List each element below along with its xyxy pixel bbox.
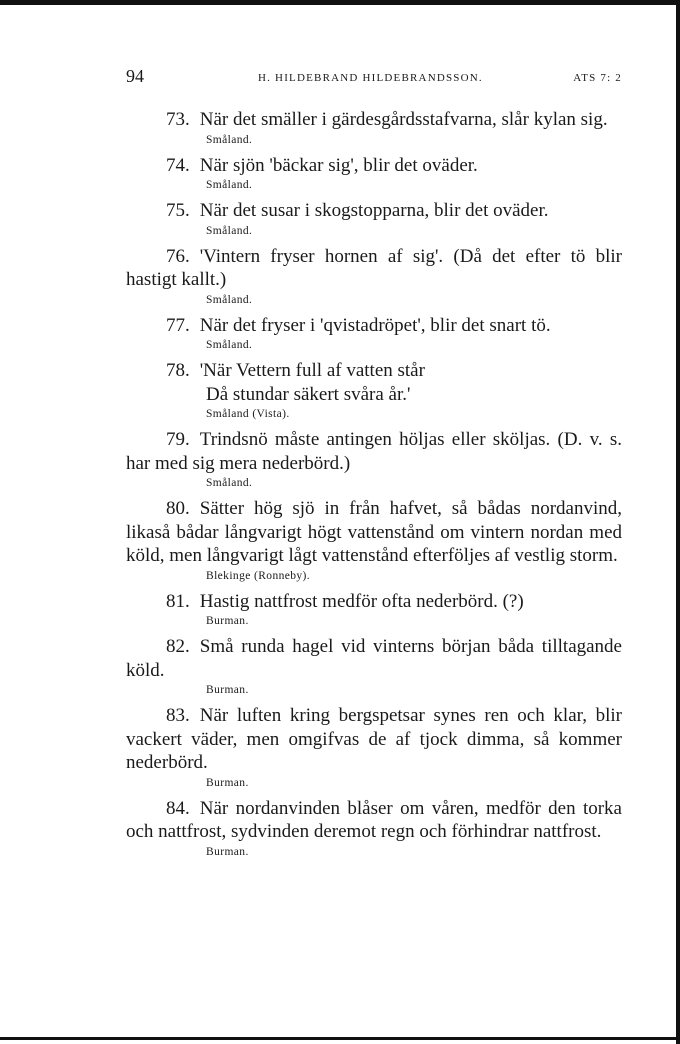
proverb-entry xyxy=(126,797,622,860)
proverb-text xyxy=(126,245,622,292)
entry-number: 75. xyxy=(166,200,190,221)
proverb-text xyxy=(126,154,622,178)
entry-number: 74. xyxy=(166,154,190,176)
proverb-entry xyxy=(126,428,622,491)
page-number: 94 xyxy=(126,66,144,86)
entry-number: 79. xyxy=(166,429,190,450)
entry-body: Hastig nattfrost medför ofta nederbörd. (?) xyxy=(199,590,524,612)
entry-number: 84. xyxy=(166,797,190,819)
entry-source: Burman. xyxy=(206,845,249,858)
proverb-verse xyxy=(126,359,622,406)
entry-body: När nordanvinden blåser om våren, medför den torka och nattfrost, sydvinden deremot regn och förhindrar nattfrost. xyxy=(126,797,622,842)
proverb-text xyxy=(126,314,622,338)
verse-text-1: 'När Vettern full af vatten står xyxy=(199,360,425,381)
verse-line-1 xyxy=(166,359,622,383)
entry-number: 76. xyxy=(166,245,190,267)
proverb-text xyxy=(126,635,622,682)
proverb-entry xyxy=(126,199,622,239)
proverb-entry xyxy=(126,497,622,584)
verse-line-2: Då stundar säkert svåra år.' xyxy=(206,383,411,405)
proverb-text xyxy=(126,590,622,614)
book-page xyxy=(126,66,622,866)
proverb-text xyxy=(126,797,622,844)
entry-body: När det fryser i 'qvistadröpet', blir det snart tö. xyxy=(199,314,551,336)
proverb-entry xyxy=(126,704,622,791)
entry-body: Trindsnö måste antingen höljas eller sköljas. (D. v. s. har med sig mera nederbörd.) xyxy=(126,429,622,474)
scan-edge-bottom xyxy=(0,1037,680,1040)
entry-body: När det susar i skogstopparna, blir det oväder. xyxy=(199,200,549,221)
running-author: H. HILDEBRAND HILDEBRANDSSON. xyxy=(258,72,483,84)
entry-body: Sätter hög sjö in från hafvet, så bådas nordanvind, likaså bådar långvarigt högt vattenstånd om vintern nordan med köld, men långvarigt lågt vattenstånd efterföljes af vestlig storm. xyxy=(126,498,622,566)
series-number: ATS 7: 2 xyxy=(573,72,622,84)
proverb-entry xyxy=(126,314,622,354)
proverb-list xyxy=(126,108,622,860)
proverb-text xyxy=(126,108,622,132)
entry-source: Småland. xyxy=(206,339,253,351)
entry-number: 82. xyxy=(166,636,190,657)
entry-number: 73. xyxy=(166,109,190,130)
entry-source: Burman. xyxy=(206,776,249,789)
entry-number: 77. xyxy=(166,314,190,336)
entry-number: 83. xyxy=(166,705,190,726)
proverb-text xyxy=(126,428,622,475)
entry-body: Små runda hagel vid vinterns början båda tilltagande köld. xyxy=(126,636,622,681)
entry-number: 80. xyxy=(166,498,190,519)
proverb-text xyxy=(126,199,622,223)
running-header xyxy=(126,66,622,96)
entry-source: Burman. xyxy=(206,684,249,696)
entry-number: 78. xyxy=(166,360,190,381)
entry-source: Burman. xyxy=(206,615,249,627)
proverb-entry xyxy=(126,590,622,630)
proverb-text xyxy=(126,497,622,568)
entry-source: Småland. xyxy=(206,224,253,237)
entry-body: När sjön 'bäckar sig', blir det oväder. xyxy=(199,154,478,176)
scan-edge-top xyxy=(0,0,680,5)
proverb-entry xyxy=(126,245,622,308)
proverb-entry xyxy=(126,635,622,698)
entry-source: Småland. xyxy=(206,179,253,191)
proverb-entry-verse xyxy=(126,359,622,422)
entry-source: Småland. xyxy=(206,133,253,146)
entry-source: Småland (Vista). xyxy=(206,408,290,420)
scan-edge-right xyxy=(676,0,680,1044)
proverb-entry xyxy=(126,108,622,148)
entry-source: Blekinge (Ronneby). xyxy=(206,569,311,582)
entry-body: När luften kring bergspetsar synes ren och klar, blir vackert väder, men omgifvas de af tjock dimma, så kommer nederbörd. xyxy=(126,705,622,773)
entry-number: 81. xyxy=(166,590,190,612)
entry-body: 'Vintern fryser hornen af sig'. (Då det efter tö blir hastigt kallt.) xyxy=(126,245,622,290)
entry-body: När det smäller i gärdesgårdsstafvarna, slår kylan sig. xyxy=(199,109,608,130)
entry-source: Småland. xyxy=(206,293,253,306)
proverb-entry xyxy=(126,154,622,194)
entry-source: Småland. xyxy=(206,477,253,489)
proverb-text xyxy=(126,704,622,775)
